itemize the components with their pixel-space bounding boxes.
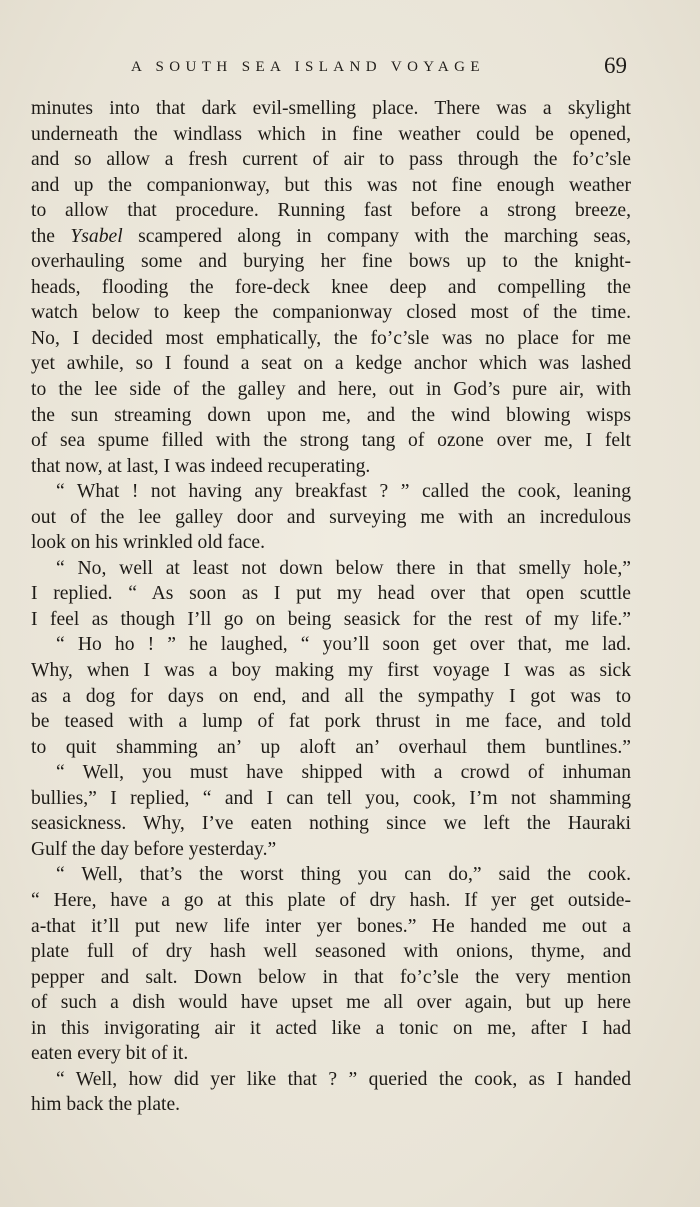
- text-line: “ Well, how did yer like that ? ” queried the cook, as I handed: [56, 1068, 631, 1090]
- text-line: “ No, well at least not down below there in that smelly hole,”: [56, 557, 631, 579]
- text-line: a-that it’ll put new life inter yer bones.” He handed me out a: [31, 915, 631, 937]
- page-header: [0, 48, 700, 84]
- text-line: “ Well, you must have shipped with a crowd of inhuman: [56, 762, 631, 784]
- text-line: of sea spume filled with the strong tang of ozone over me, I felt: [31, 430, 631, 452]
- text-line: [31, 224, 631, 250]
- text-line: I feel as though I’ll go on being seasick for the rest of my life.”: [31, 608, 631, 630]
- text-fragment: the: [31, 225, 71, 247]
- text-line: underneath the windlass which in fine weather could be opened,: [31, 123, 631, 145]
- text-line: “ Here, have a go at this plate of dry hash. If yer get outside-: [31, 889, 631, 911]
- text-line: bullies,” I replied, “ and I can tell you, cook, I’m not shamming: [31, 787, 631, 809]
- text-line: I replied. “ As soon as I put my head over that open scuttle: [31, 583, 631, 605]
- text-line: heads, flooding the fore-deck knee deep and compelling the: [31, 276, 631, 298]
- running-title: A SOUTH SEA ISLAND VOYAGE: [131, 59, 485, 75]
- text-line: as a dog for days on end, and all the sympathy I got was to: [31, 685, 631, 707]
- text-fragment: scampered along in company with the marching seas,: [122, 225, 632, 247]
- text-line: yet awhile, so I found a seat on a kedge anchor which was lashed: [31, 353, 631, 375]
- text-line: out of the lee galley door and surveying me with an incredulous: [31, 506, 631, 528]
- text-line: pepper and salt. Down below in that fo’c’sle the very mention: [31, 966, 631, 988]
- text-line: seasickness. Why, I’ve eaten nothing since we left the Hauraki: [31, 813, 631, 835]
- text-line: in this invigorating air it acted like a tonic on me, after I had: [31, 1017, 631, 1039]
- text-line: to the lee side of the galley and here, out in God’s pure air, with: [31, 379, 631, 401]
- page-number: 69: [604, 53, 627, 78]
- text-line: watch below to keep the companionway closed most of the time.: [31, 302, 631, 324]
- ship-name: Ysabel: [70, 225, 123, 247]
- text-line: No, I decided most emphatically, the fo’c’sle was no place for me: [31, 327, 631, 349]
- text-line: minutes into that dark evil-smelling place. There was a skylight: [31, 98, 631, 119]
- text-line: “ Well, that’s the worst thing you can do,” said the cook.: [56, 864, 631, 886]
- text-line: and up the companionway, but this was not fine enough weather: [31, 174, 631, 196]
- text-line: eaten every bit of it.: [31, 1043, 189, 1065]
- text-line: him back the plate.: [31, 1094, 181, 1116]
- text-line: Why, when I was a boy making my first voyage I was as sick: [31, 660, 631, 682]
- text-line: look on his wrinkled old face.: [31, 532, 265, 554]
- text-line: “ What ! not having any breakfast ? ” called the cook, leaning: [56, 481, 631, 503]
- text-line: overhauling some and burying her fine bows up to the knight-: [31, 251, 631, 273]
- text-line: the sun streaming down upon me, and the wind blowing wisps: [31, 404, 631, 426]
- text-line: “ Ho ho ! ” he laughed, “ you’ll soon get over that, me lad.: [56, 634, 631, 656]
- text-line: be teased with a lump of fat pork thrust in me face, and told: [31, 711, 631, 733]
- text-line: of such a dish would have upset me all over again, but up here: [31, 992, 631, 1014]
- text-line: Gulf the day before yesterday.”: [31, 838, 277, 860]
- text-line: that now, at last, I was indeed recuperating.: [31, 455, 371, 477]
- text-line: to quit shamming an’ up aloft an’ overhaul them buntlines.”: [31, 736, 631, 758]
- text-line: and so allow a fresh current of air to pass through the fo’c’sle: [31, 149, 631, 171]
- text-line: plate full of dry hash well seasoned with onions, thyme, and: [31, 941, 631, 963]
- text-line: to allow that procedure. Running fast before a strong breeze,: [31, 200, 631, 222]
- body-text: [31, 96, 631, 1118]
